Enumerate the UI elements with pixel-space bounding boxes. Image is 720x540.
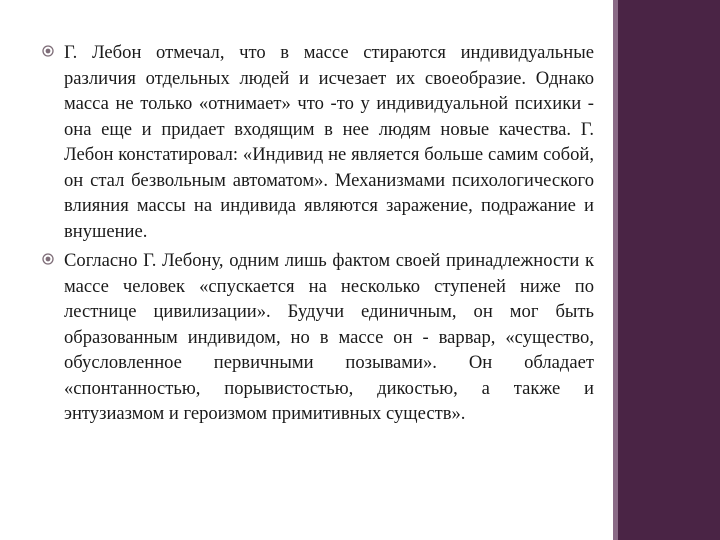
slide-body <box>42 40 594 427</box>
circle-target-icon <box>42 253 54 265</box>
bullet-text: Г. Лебон отмечал, что в массе стираются индивидуальные различия отдельных людей и исчезает их своеобразие. Однако масса не только «отнимает» что -то у индивидуальной психики - она еще и придает входящим в нее людям новые качества. Г. Лебон констатировал: «Индивид не является больше самим собой, он стал безвольным автоматом». Механизмами психологического влияния массы на индивида являются заражение, подражание и внушение. <box>64 42 594 242</box>
side-accent-panel <box>618 0 720 540</box>
bullet-item <box>42 248 594 427</box>
circle-target-icon <box>42 45 54 57</box>
bullet-text: Согласно Г. Лебону, одним лишь фактом своей принадлежности к массе человек «спускается на несколько ступеней ниже по лестнице цивилизации». Будучи единичным, он мог быть образованным индивидом, но в массе он - варвар, «существо, обусловленное первичными позывами». Он обладает «спонтанностью, порывистостью, дикостью, а также и энтузиазмом и героизмом примитивных существ». <box>64 250 594 424</box>
bullet-item <box>42 40 594 244</box>
